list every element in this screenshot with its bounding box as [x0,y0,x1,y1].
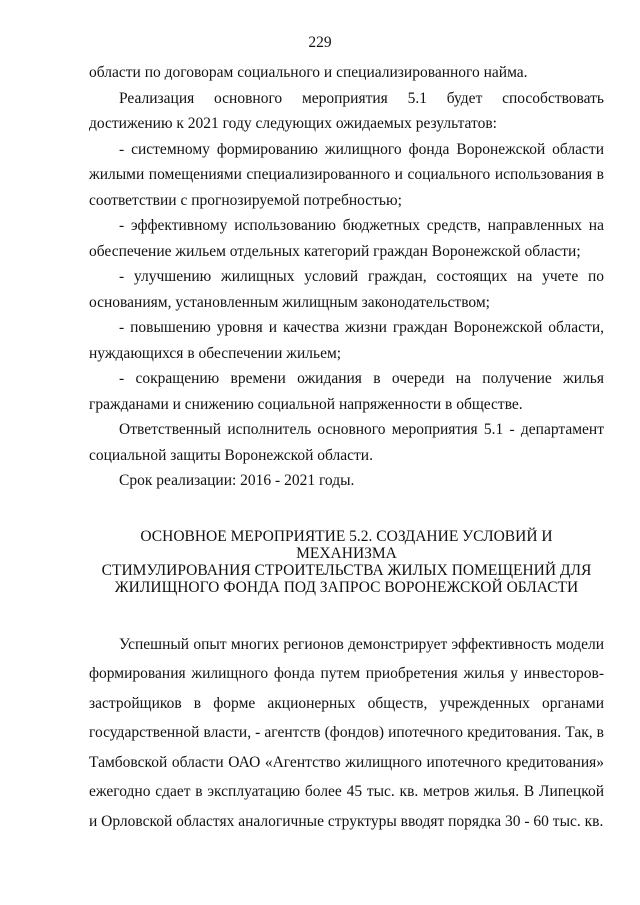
paragraph: Реализация основного мероприятия 5.1 будет способствовать достижению к 2021 году следующих ожидаемых результатов: [89,89,604,132]
paragraph: Успешный опыт многих регионов демонстрирует эффективность модели формирования жилищного фонда путем приобретения жилья у инвесторов-застройщиков в форме акционерных обществ, учрежденных органами государственной власти, - агентств (фондов) ипотечного кредитования. Так, в Тамбовской области ОАО «Агентство жилищного ипотечного кредитования» ежегодно сдает в эксплуатацию более 45 тыс. кв. метров жилья. В Липецкой и Орловской областях аналогичные структуры вводят порядка 30 - 60 тыс. кв. [89,635,604,830]
heading-line: ОСНОВНОЕ МЕРОПРИЯТИЕ 5.2. СОЗДАНИЕ УСЛОВИЙ И МЕХАНИЗМА [140,527,553,562]
paragraph: Ответственный исполнитель основного мероприятия 5.1 - департамент социальной защиты Воронежской области. [89,421,604,464]
list-item: - улучшению жилищных условий граждан, состоящих на учете по основаниям, установленным жилищным законодательством; [89,268,604,311]
document-body [89,60,604,836]
list-item: - эффективному использованию бюджетных средств, направленных на обеспечение жильем отдельных категорий граждан Воронежской области; [89,217,604,260]
page-number: 229 [308,34,332,51]
heading-line: СТИМУЛИРОВАНИЯ СТРОИТЕЛЬСТВА ЖИЛЫХ ПОМЕЩЕНИЙ ДЛЯ [101,561,592,579]
paragraph: области по договорам социального и специализированного найма. [89,64,528,81]
heading-line: ЖИЛИЩНОГО ФОНДА ПОД ЗАПРОС ВОРОНЕЖСКОЙ ОБЛАСТИ [114,578,579,596]
list-item: - системному формированию жилищного фонда Воронежской области жилыми помещениями специализированного и социального использования в соответствии с прогнозируемой потребностью; [89,140,604,209]
section-heading [89,528,604,596]
list-item: - повышению уровня и качества жизни граждан Воронежской области, нуждающихся в обеспечении жильем; [89,319,604,362]
paragraph: Срок реализации: 2016 - 2021 годы. [119,472,355,489]
list-item: - сокращению времени ожидания в очереди на получение жилья гражданами и снижению социальной напряженности в обществе. [89,370,604,413]
